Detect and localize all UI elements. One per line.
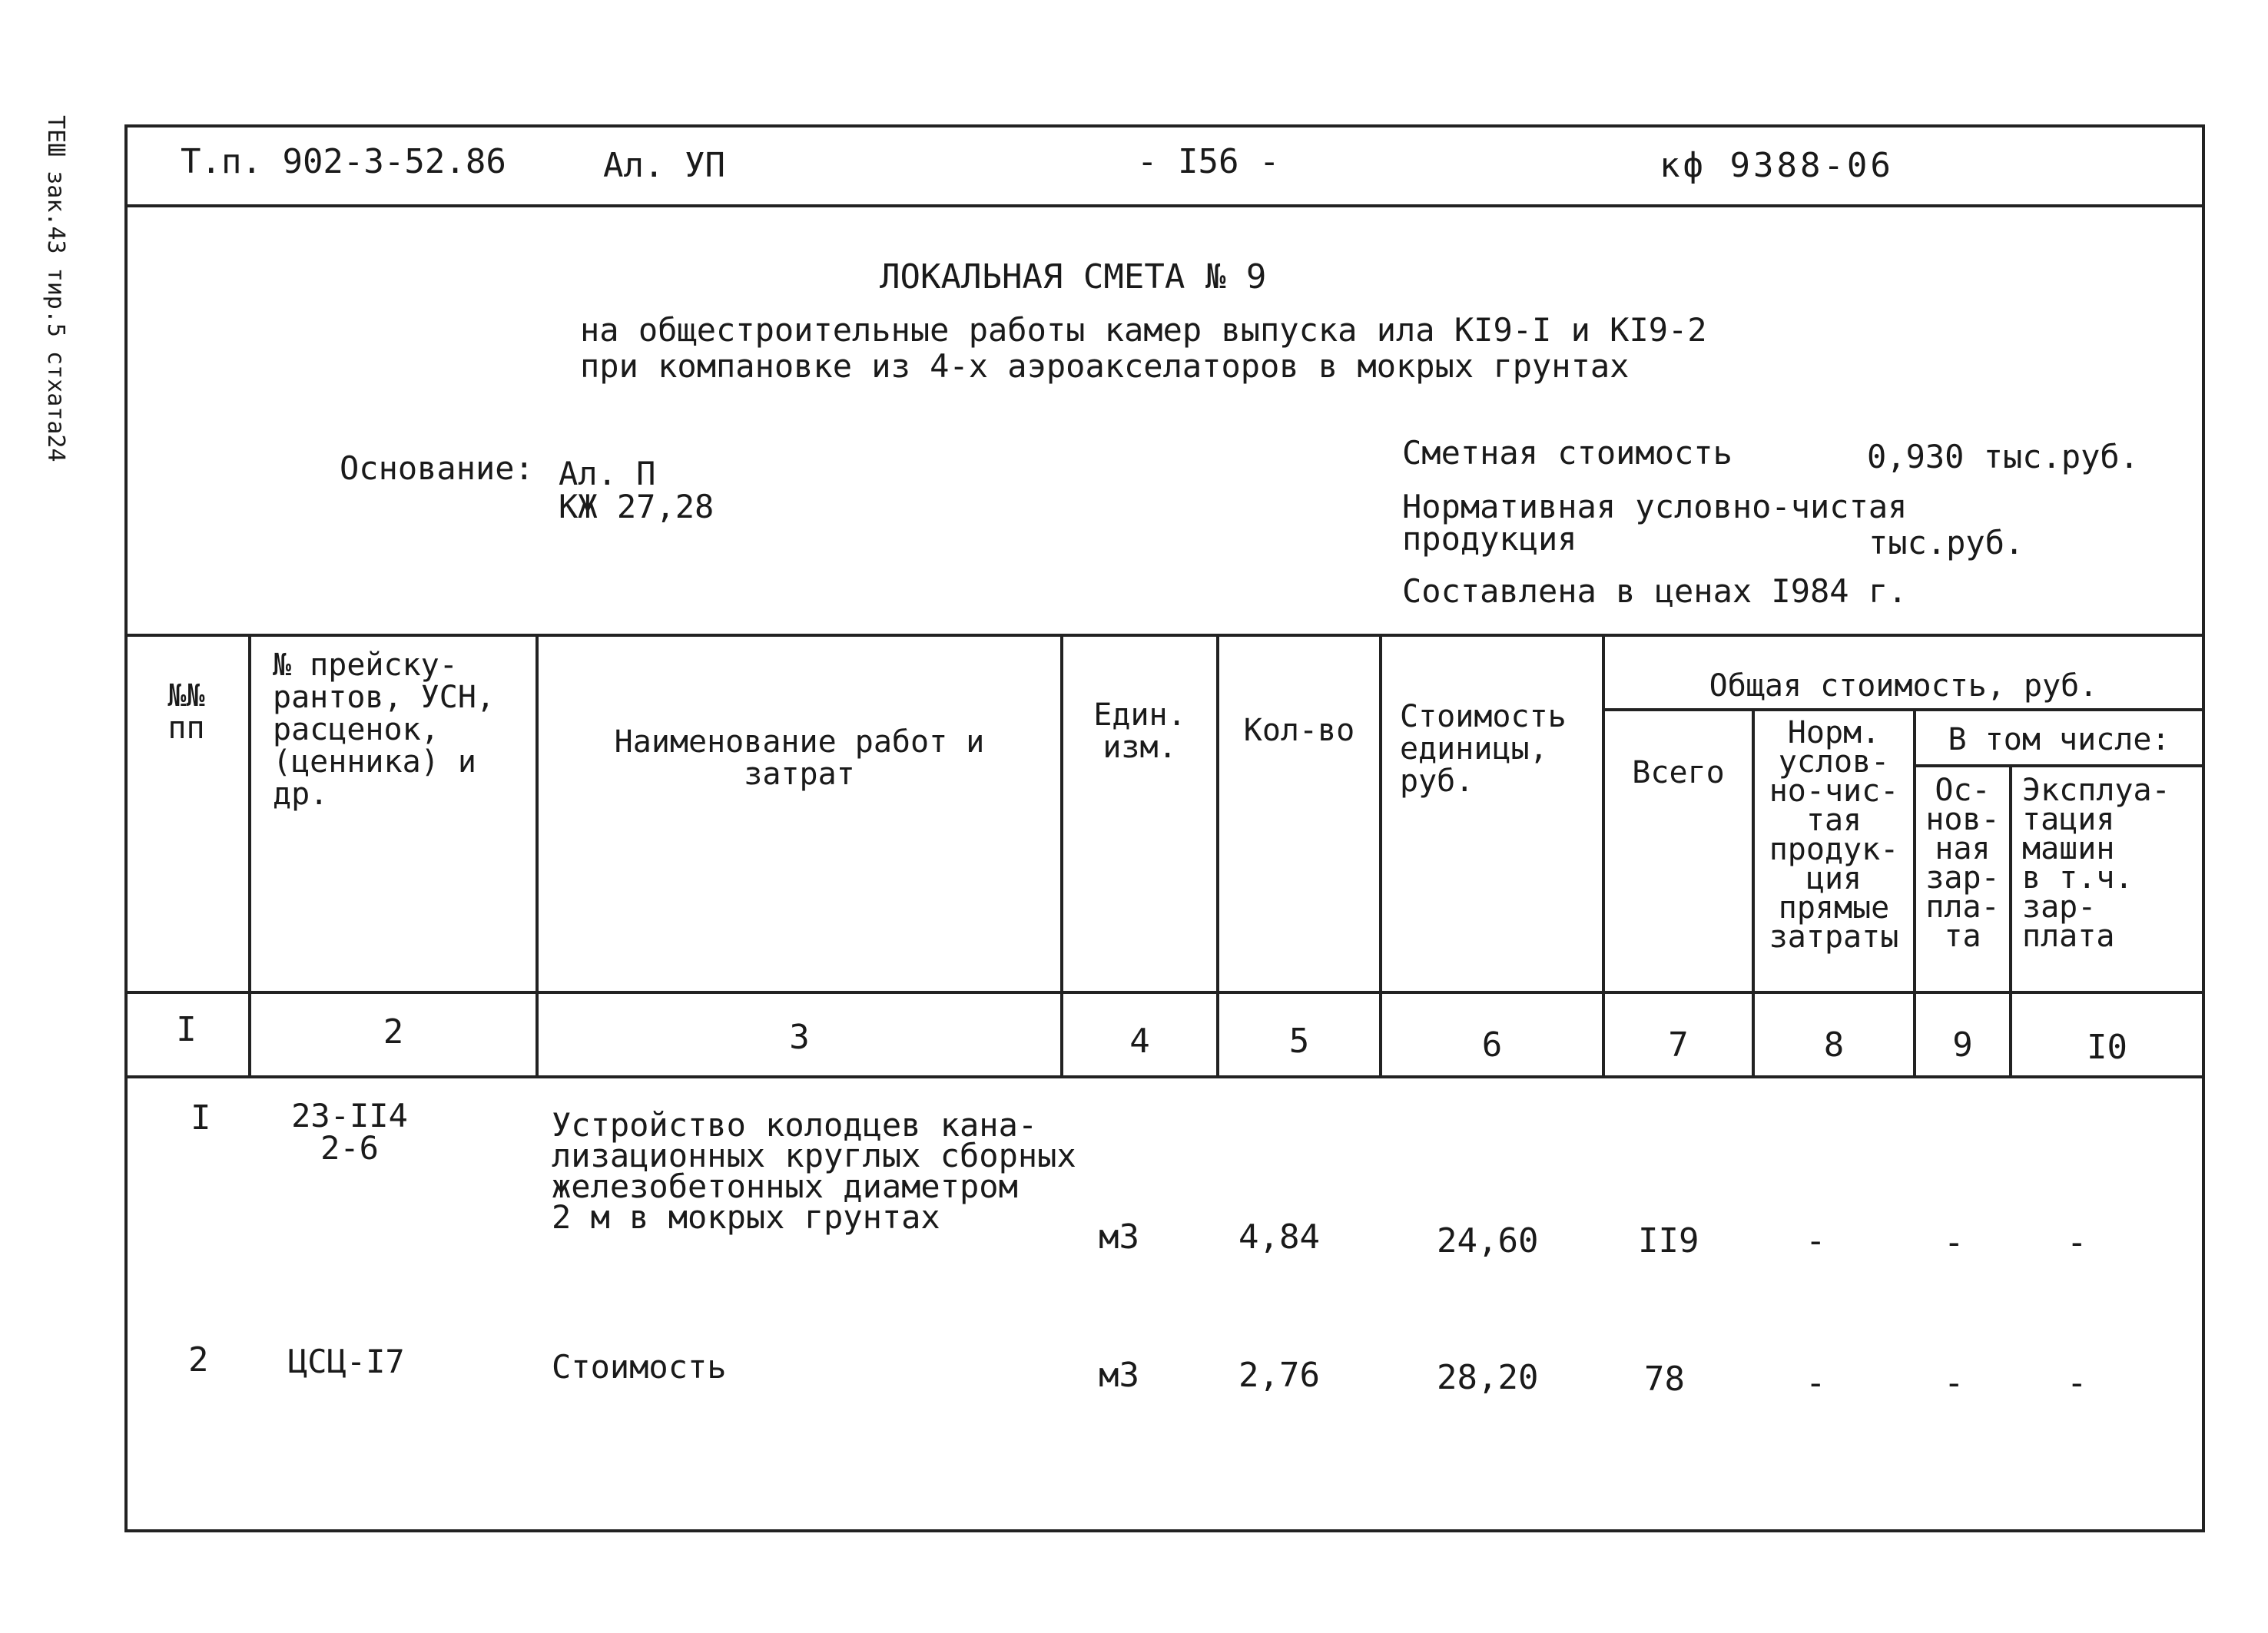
col-number-1: I: [176, 1010, 197, 1049]
col-header-unit-cost: Стоимость единицы, руб.: [1400, 699, 1567, 799]
header-divider: [124, 204, 2202, 207]
col-divider-2: [536, 634, 539, 1078]
col-number-8: 8: [1823, 1025, 1845, 1065]
col-number-6: 6: [1481, 1025, 1503, 1065]
col-number-5: 5: [1288, 1022, 1310, 1061]
table-row-1-unit: м3: [1099, 1217, 1139, 1257]
normative-label-2: продукция: [1402, 520, 1577, 558]
basis-value-1: Ал. П: [559, 455, 656, 492]
table-row-1-normative: -: [1805, 1221, 1826, 1260]
page-number: - I56 -: [1137, 142, 1280, 181]
table-row-2-salary: -: [1944, 1363, 1965, 1403]
table-row-2-code: ЦСЦ-I7: [288, 1343, 405, 1380]
col-number-4: 4: [1129, 1022, 1150, 1061]
col-number-3: 3: [789, 1018, 810, 1057]
table-row-1-code: 23-II4 2-6: [291, 1097, 408, 1167]
col-header-pricelist: № прейску- рантов, УСН, расценок, (ценника) и др.: [273, 648, 495, 812]
estimate-title: ЛОКАЛЬНАЯ СМЕТА № 9: [880, 257, 1267, 296]
col-header-number: №№ пп: [167, 678, 205, 746]
normative-unit: тыс.руб.: [1868, 524, 2024, 561]
col-number-2: 2: [383, 1012, 404, 1052]
table-row-1-machines: -: [2067, 1223, 2087, 1262]
col-header-unit: Един. изм.: [1093, 697, 1186, 765]
subgroup-line: [1913, 764, 2202, 767]
album-number: Ал. УП: [603, 146, 725, 185]
estimated-cost-label: Сметная стоимость: [1402, 434, 1732, 472]
col-number-7: 7: [1668, 1025, 1689, 1065]
table-row-1-unit-cost: 24,60: [1437, 1221, 1539, 1260]
col-header-normative: Норм. услов- но-чис- тая продук- ция прямые затраты: [1769, 715, 1899, 955]
col-header-total-group: Общая стоимость, руб.: [1709, 668, 2098, 704]
col-divider-4: [1216, 634, 1219, 1078]
table-row-2-number: 2: [188, 1340, 209, 1380]
project-number: Т.п. 902-3-52.86: [181, 142, 506, 181]
col-number-10: I0: [2087, 1028, 2127, 1067]
col-header-machines: Эксплуа- тация машин в т.ч. зар- плата: [2022, 773, 2170, 954]
total-group-line: [1602, 708, 2202, 711]
basis-value-2: КЖ 27,28: [559, 488, 715, 525]
side-stamp-note: ТЕШ зак.43 тир.5 стхата24: [42, 115, 69, 462]
table-row-2-quantity: 2,76: [1238, 1356, 1320, 1395]
header-bottom-line: [124, 991, 2202, 994]
col-header-quantity: Кол-во: [1243, 713, 1355, 748]
table-row-2-normative: -: [1805, 1363, 1826, 1403]
prices-year: Составлена в ценах I984 г.: [1402, 572, 1908, 610]
table-row-1-salary: -: [1944, 1223, 1965, 1262]
table-row-2-unit-cost: 28,20: [1437, 1358, 1539, 1397]
estimate-subtitle-1: на общестроительные работы камер выпуска ила КI9-I и КI9-2: [580, 311, 1707, 349]
table-row-1-total: II9: [1638, 1221, 1699, 1260]
table-row-2-unit: м3: [1099, 1356, 1139, 1395]
numbers-bottom-line: [124, 1075, 2202, 1078]
col-divider-5: [1379, 634, 1382, 1078]
table-top-line: [124, 634, 2202, 637]
col-number-9: 9: [1952, 1025, 1973, 1065]
document-code: кф 9388-06: [1660, 146, 1894, 185]
table-row-2-name: Стоимость: [552, 1348, 727, 1386]
table-row-2-total: 78: [1644, 1360, 1685, 1399]
col-header-work-name: Наименование работ и затрат: [614, 724, 985, 792]
table-row-1-quantity: 4,84: [1238, 1217, 1320, 1257]
table-row-1-number: I: [191, 1098, 211, 1138]
col-header-total: Всего: [1632, 755, 1725, 790]
estimated-cost-value: 0,930 тыс.руб.: [1867, 438, 2140, 475]
col-header-including: В том числе:: [1948, 722, 2170, 757]
table-row-1-name: Устройство колодцев кана- лизационных круглых сборных железобетонных диаметром 2 м в мокрых грунтах: [552, 1106, 1076, 1236]
basis-label: Основание:: [340, 449, 534, 487]
table-row-2-machines: -: [2067, 1363, 2087, 1403]
normative-label-1: Нормативная условно-чистая: [1402, 488, 1908, 525]
col-header-salary: Ос- нов- ная зар- пла- та: [1925, 773, 2000, 954]
estimate-subtitle-2: при компановке из 4-х аэроакселаторов в мокрых грунтах: [580, 347, 1630, 385]
